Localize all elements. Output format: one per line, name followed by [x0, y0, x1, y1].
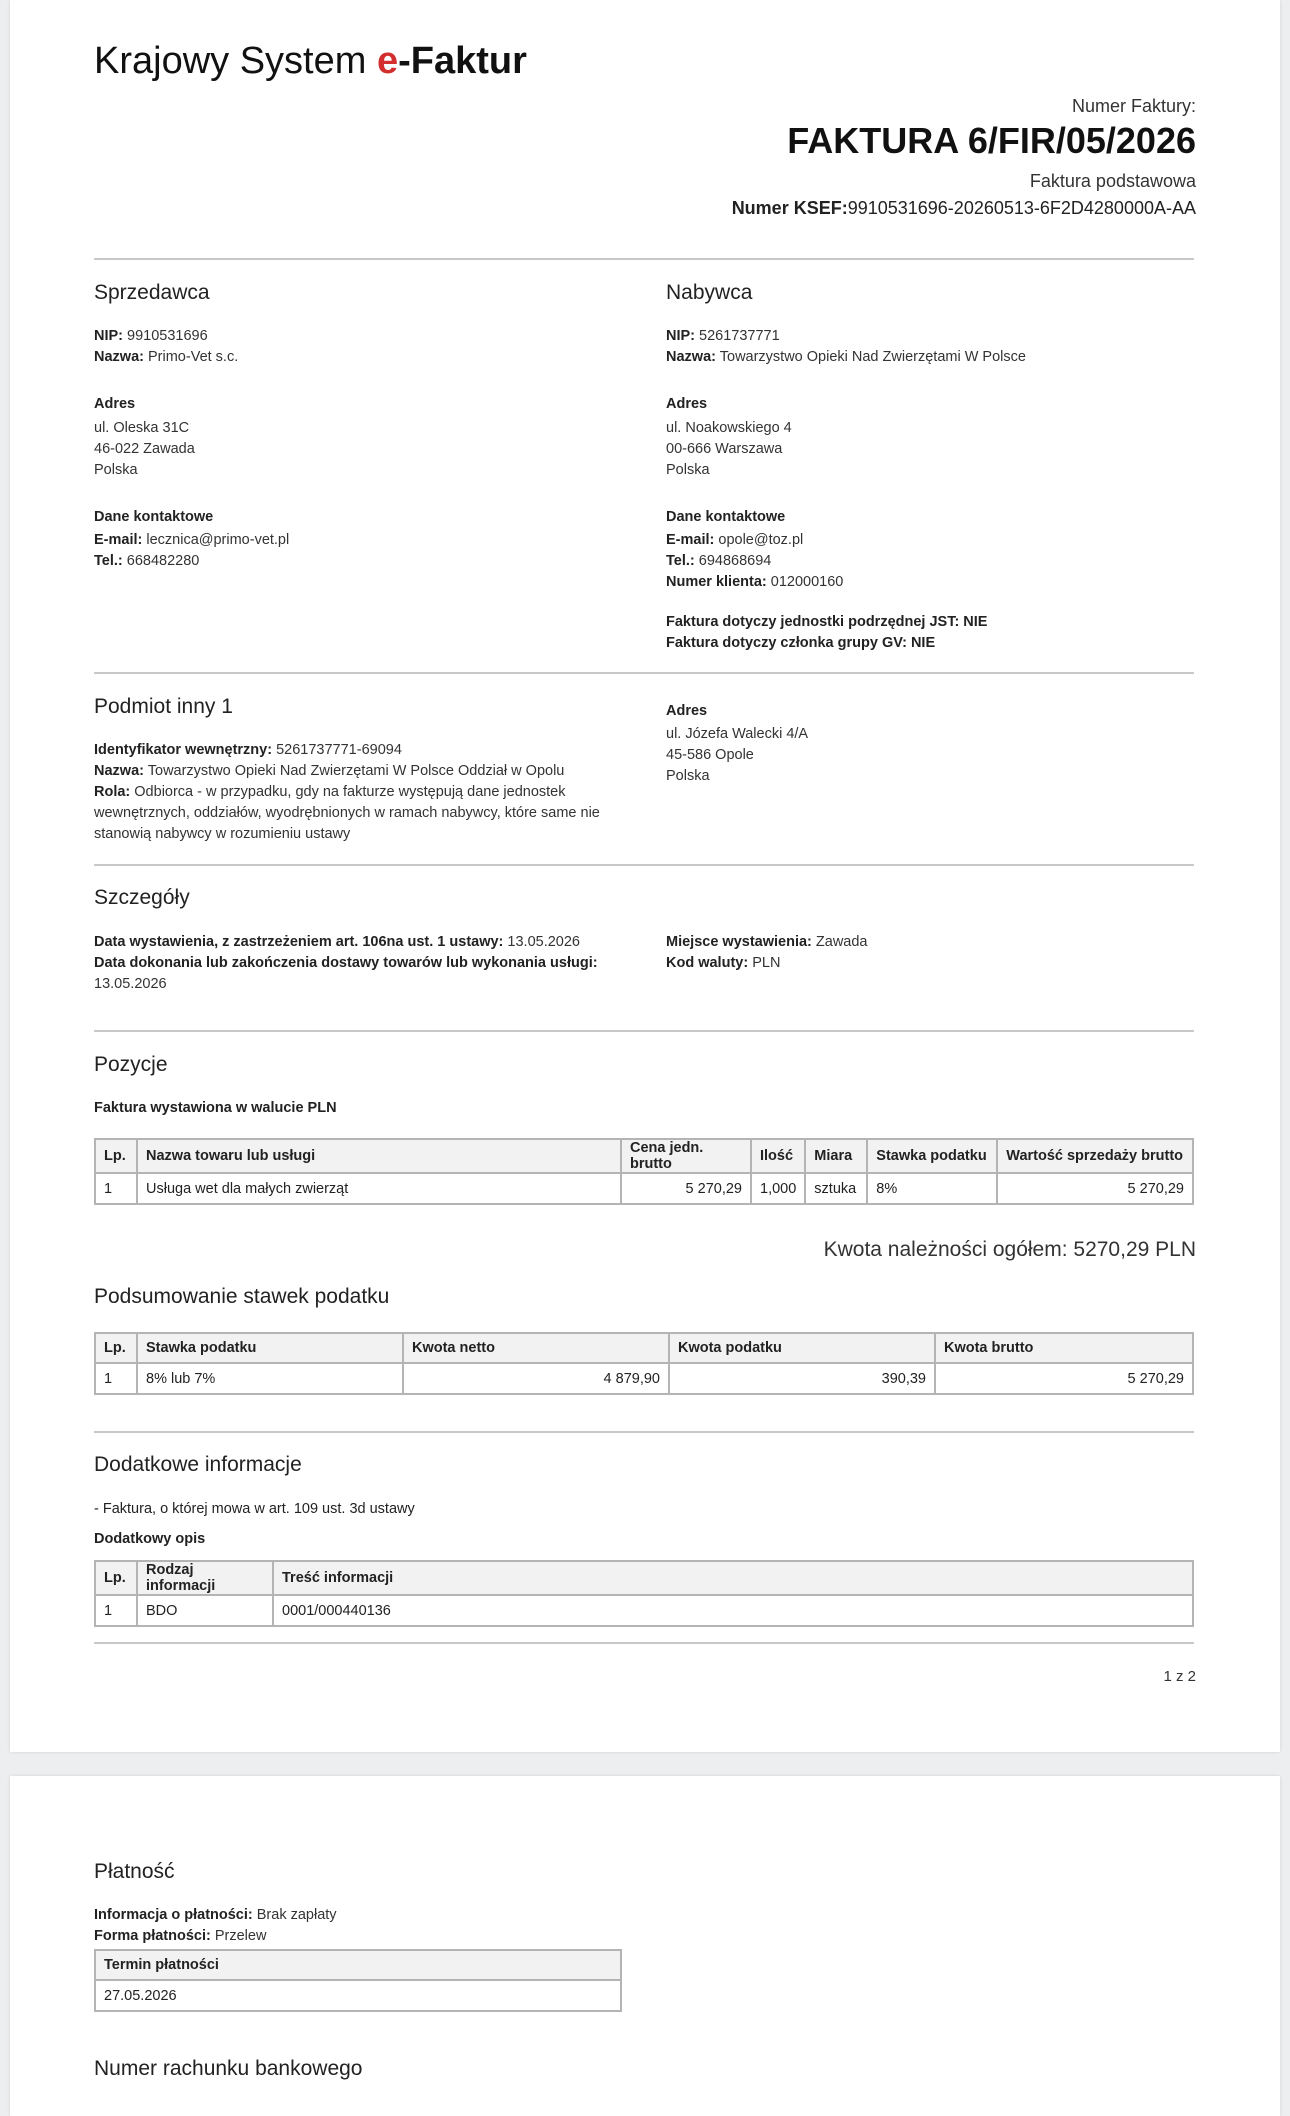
seller-phone: [94, 551, 199, 572]
other-entity-id: [94, 740, 402, 761]
label: E-mail:: [666, 532, 715, 548]
divider: [94, 672, 1194, 674]
label: Rola:: [94, 784, 131, 800]
page-number: 1 z 2: [1163, 1668, 1196, 1685]
payment-info: [94, 1905, 337, 1926]
table-row: [95, 1173, 1193, 1204]
table-cell: BDO: [137, 1595, 273, 1626]
value: Zawada: [815, 934, 868, 950]
logo-e: e: [376, 40, 399, 82]
col-header: Ilość: [751, 1139, 805, 1173]
details-delivery-date: 13.05.2026: [94, 976, 167, 992]
buyer-name: [666, 347, 1026, 368]
details-place: [666, 932, 868, 953]
buyer-client-number: [666, 572, 843, 593]
seller-contact-title: Dane kontaktowe: [94, 509, 214, 525]
label: Tel.:: [666, 553, 695, 569]
table-cell: 1: [95, 1595, 137, 1626]
table-row: [95, 1980, 621, 2011]
ksef-number: [732, 198, 1196, 219]
invoice-number: FAKTURA 6/FIR/05/2026: [787, 120, 1196, 161]
details-issue-date: [94, 932, 580, 953]
table-cell: 1: [95, 1173, 137, 1204]
table-cell: 27.05.2026: [95, 1980, 621, 2011]
label: Forma płatności:: [94, 1928, 211, 1944]
other-entity-address-title: Adres: [666, 703, 708, 719]
value: PLN: [752, 955, 781, 971]
value: 694868694: [698, 553, 772, 569]
table-header-row: [95, 1333, 1193, 1363]
payment-form: [94, 1926, 266, 1947]
invoice-page-2: [10, 1776, 1280, 2116]
buyer-address-line: ul. Noakowskiego 4: [666, 420, 792, 436]
buyer-contact-title: Dane kontaktowe: [666, 509, 786, 525]
table-cell: 4 879,90: [403, 1363, 669, 1394]
payment-term-table: [94, 1949, 622, 2012]
label: Kod waluty:: [666, 955, 749, 971]
buyer-address-line: Polska: [666, 462, 710, 478]
tax-summary-title: Podsumowanie stawek podatku: [94, 1285, 390, 1308]
divider: [94, 1431, 1194, 1433]
buyer-phone: [666, 551, 771, 572]
divider: [94, 1030, 1194, 1032]
table-row: [95, 1595, 1193, 1626]
items-title: Pozycje: [94, 1053, 168, 1076]
additional-table: [94, 1560, 1194, 1627]
buyer-address-title: Adres: [666, 396, 708, 412]
items-table: [94, 1138, 1194, 1205]
col-header: Termin płatności: [95, 1950, 621, 1980]
value: lecznica@primo-vet.pl: [146, 532, 290, 548]
additional-desc-title: Dodatkowy opis: [94, 1531, 206, 1547]
value: Towarzystwo Opieki Nad Zwierzętami W Polsce Oddział w Opolu: [147, 763, 565, 779]
divider: [94, 864, 1194, 866]
col-header: Stawka podatku: [137, 1333, 403, 1363]
divider: [94, 1642, 1194, 1644]
label: Data wystawienia, z zastrzeżeniem art. 106na ust. 1 ustawy:: [94, 934, 504, 950]
details-title: Szczegóły: [94, 886, 190, 909]
seller-address-line: Polska: [94, 462, 138, 478]
ksef-label: Numer KSEF:: [731, 198, 848, 218]
ksef-logo: [94, 40, 527, 83]
seller-nip: [94, 326, 208, 347]
value: Primo-Vet s.c.: [148, 349, 239, 365]
table-cell: Usługa wet dla małych zwierząt: [137, 1173, 621, 1204]
seller-address-line: 46-022 Zawada: [94, 441, 195, 457]
label: NIP:: [666, 328, 695, 344]
col-header: Nazwa towaru lub usługi: [137, 1139, 621, 1173]
table-header-row: [95, 1950, 621, 1980]
value: 012000160: [770, 574, 844, 590]
bank-account-title: Numer rachunku bankowego: [94, 2057, 363, 2080]
table-header-row: [95, 1139, 1193, 1173]
value: opole@toz.pl: [718, 532, 804, 548]
logo-text: Krajowy System: [94, 40, 377, 82]
details-currency: [666, 953, 780, 974]
value: Towarzystwo Opieki Nad Zwierzętami W Polsce: [719, 349, 1026, 365]
buyer-gv: Faktura dotyczy członka grupy GV: NIE: [666, 635, 936, 651]
payment-title: Płatność: [94, 1860, 175, 1883]
other-entity-address-line: 45-586 Opole: [666, 747, 754, 763]
invoice-page-1: [10, 0, 1280, 1752]
additional-note: - Faktura, o której mowa w art. 109 ust. 3d ustawy: [94, 1501, 415, 1517]
divider: [94, 258, 1194, 260]
value: Brak zapłaty: [256, 1907, 337, 1923]
table-cell: 5 270,29: [621, 1173, 751, 1204]
invoice-type: Faktura podstawowa: [1029, 171, 1196, 191]
label: Nazwa:: [94, 763, 144, 779]
other-entity-address-line: Polska: [666, 768, 710, 784]
col-header: Lp.: [95, 1333, 137, 1363]
seller-title: Sprzedawca: [94, 281, 210, 304]
buyer-title: Nabywca: [666, 281, 753, 304]
value: Odbiorca - w przypadku, gdy na fakturze występują dane jednostek wewnętrznych, oddziałów, wyodrębnionych w ramach nabywcy, które same nie stanowią nabywcy w rozumieniu ustawy: [94, 784, 600, 842]
total-amount: Kwota należności ogółem: 5270,29 PLN: [823, 1238, 1196, 1261]
seller-address-title: Adres: [94, 396, 136, 412]
col-header: Lp.: [95, 1561, 137, 1595]
label: E-mail:: [94, 532, 143, 548]
label: Nazwa:: [94, 349, 144, 365]
label: Informacja o płatności:: [94, 1907, 253, 1923]
buyer-address-line: 00-666 Warszawa: [666, 441, 783, 457]
tax-summary-table: [94, 1332, 1194, 1395]
value: 13.05.2026: [507, 934, 580, 950]
label: NIP:: [94, 328, 123, 344]
seller-address-line: ul. Oleska 31C: [94, 420, 190, 436]
table-cell: 8%: [867, 1173, 997, 1204]
table-cell: sztuka: [805, 1173, 867, 1204]
value: 668482280: [126, 553, 200, 569]
label: Miejsce wystawienia:: [666, 934, 812, 950]
label: Identyfikator wewnętrzny:: [94, 742, 273, 758]
col-header: Stawka podatku: [867, 1139, 997, 1173]
table-cell: 1: [95, 1363, 137, 1394]
additional-title: Dodatkowe informacje: [94, 1453, 302, 1476]
seller-email: [94, 530, 289, 551]
table-cell: 8% lub 7%: [137, 1363, 403, 1394]
col-header: Kwota podatku: [669, 1333, 935, 1363]
value: 5261737771-69094: [276, 742, 402, 758]
ksef-value: 9910531696-20260513-6F2D4280000A-AA: [847, 198, 1196, 218]
value: Przelew: [214, 1928, 267, 1944]
col-header: Lp.: [95, 1139, 137, 1173]
other-entity-name: [94, 761, 564, 782]
table-row: [95, 1363, 1193, 1394]
buyer-nip: [666, 326, 780, 347]
value: 5261737771: [699, 328, 780, 344]
details-delivery-label: [94, 953, 598, 974]
items-subtitle: Faktura wystawiona w walucie PLN: [94, 1100, 337, 1116]
seller-name: [94, 347, 238, 368]
label: Tel.:: [94, 553, 123, 569]
other-entity-role: [94, 782, 634, 845]
other-entity-title: Podmiot inny 1: [94, 695, 233, 718]
buyer-jst: Faktura dotyczy jednostki podrzędnej JST: NIE: [666, 614, 988, 630]
table-cell: 1,000: [751, 1173, 805, 1204]
col-header: Rodzaj informacji: [137, 1561, 273, 1595]
buyer-email: [666, 530, 803, 551]
value: 9910531696: [127, 328, 208, 344]
col-header: Kwota brutto: [935, 1333, 1193, 1363]
col-header: Treść informacji: [273, 1561, 1193, 1595]
other-entity-address-line: ul. Józefa Walecki 4/A: [666, 726, 809, 742]
invoice-number-label: Numer Faktury:: [1071, 96, 1196, 116]
logo-faktur: -Faktur: [398, 40, 527, 82]
col-header: Wartość sprzedaży brutto: [997, 1139, 1193, 1173]
col-header: Miara: [805, 1139, 867, 1173]
label: Nazwa:: [666, 349, 716, 365]
table-cell: 5 270,29: [997, 1173, 1193, 1204]
label: Numer klienta:: [666, 574, 767, 590]
col-header: Kwota netto: [403, 1333, 669, 1363]
table-cell: 390,39: [669, 1363, 935, 1394]
table-header-row: [95, 1561, 1193, 1595]
table-cell: 0001/000440136: [273, 1595, 1193, 1626]
col-header: Cena jedn. brutto: [621, 1139, 751, 1173]
label: Data dokonania lub zakończenia dostawy towarów lub wykonania usługi:: [94, 955, 598, 971]
table-cell: 5 270,29: [935, 1363, 1193, 1394]
